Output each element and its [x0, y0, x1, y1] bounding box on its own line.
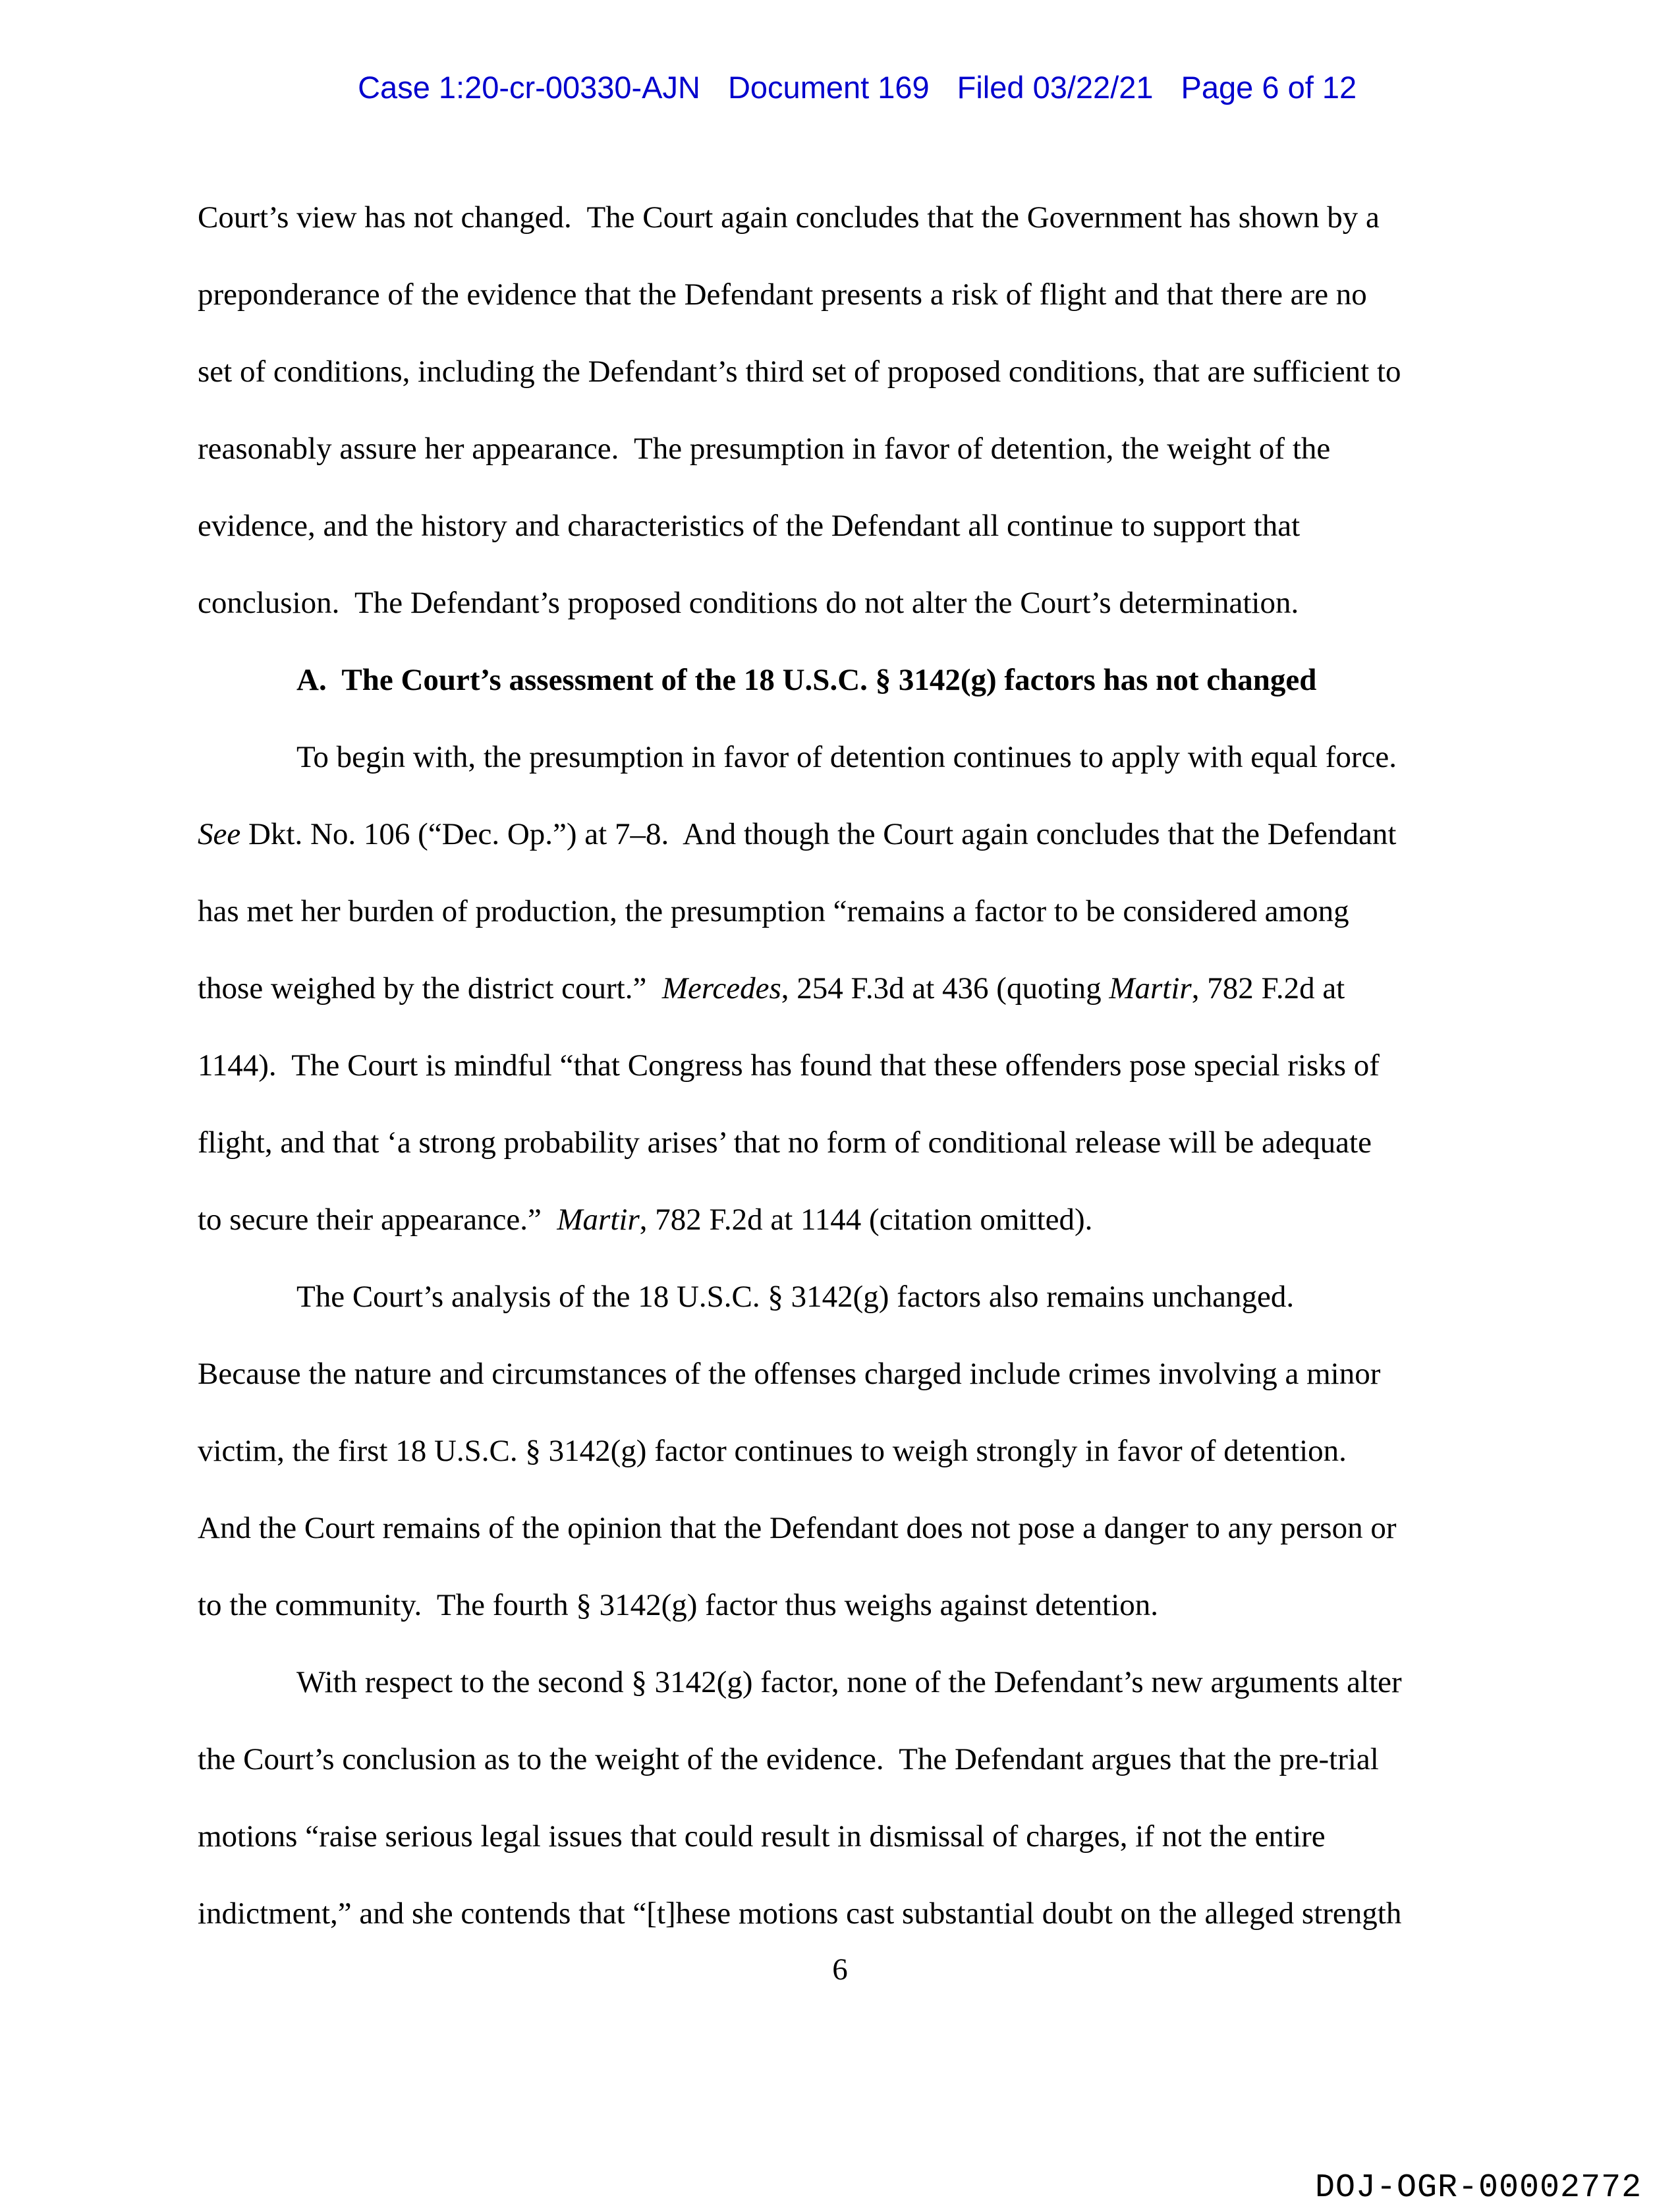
text-segment: flight, and that ‘a strong probability arises’ that no form of conditional release will be adequate: [198, 1125, 1372, 1160]
text-segment: the Court’s conclusion as to the weight of the evidence. The Defendant argues that the pre-trial: [198, 1742, 1379, 1776]
case-header: [0, 33, 1680, 142]
text-segment: The Court’s analysis of the 18 U.S.C. § 3142(g) factors also remains unchanged.: [296, 1280, 1295, 1314]
document-line: [198, 1336, 1402, 1413]
text-segment: Because the nature and circumstances of the offenses charged include crimes involving a minor: [198, 1357, 1381, 1391]
text-segment: to secure their appearance.”: [198, 1203, 557, 1237]
document-line: [198, 873, 1402, 950]
document-line: [198, 565, 1402, 642]
text-segment: Dkt. No. 106 (“Dec. Op.”) at 7–8. And though the Court again concludes that the Defendant: [240, 817, 1397, 851]
document-line: [198, 1490, 1402, 1567]
case-citation: Martir: [1109, 971, 1192, 1006]
text-segment: To begin with, the presumption in favor of detention continues to apply with equal force.: [296, 740, 1397, 774]
document-line: [198, 1644, 1402, 1721]
text-segment: A. The Court’s assessment of the 18 U.S.C. § 3142(g) factors has not changed: [296, 663, 1317, 697]
document-line: [198, 1181, 1402, 1259]
page-indicator: Page 6 of 12: [1181, 70, 1357, 105]
text-segment: And the Court remains of the opinion that the Defendant does not pose a danger to any person or: [198, 1511, 1397, 1545]
document-line: [198, 1875, 1402, 1952]
text-segment: , 782 F.2d at: [1191, 971, 1345, 1006]
text-segment: has met her burden of production, the presumption “remains a factor to be considered among: [198, 894, 1349, 928]
text-segment: to the community. The fourth § 3142(g) factor thus weighs against detention.: [198, 1588, 1159, 1622]
text-segment: 1144). The Court is mindful “that Congress has found that these offenders pose special risks of: [198, 1048, 1380, 1083]
section-heading: [198, 642, 1402, 719]
text-segment: evidence, and the history and characteristics of the Defendant all continue to support that: [198, 509, 1301, 543]
document-line: [198, 1104, 1402, 1181]
document-line: [198, 411, 1402, 488]
text-segment: With respect to the second § 3142(g) factor, none of the Defendant’s new arguments alter: [296, 1665, 1402, 1699]
text-segment: set of conditions, including the Defendant’s third set of proposed conditions, that are sufficient to: [198, 354, 1401, 389]
text-segment: conclusion. The Defendant’s proposed conditions do not alter the Court’s determination.: [198, 586, 1299, 620]
document-line: [198, 1721, 1402, 1798]
case-citation: See: [198, 817, 241, 851]
document-line: [198, 1259, 1402, 1336]
filed-date: Filed 03/22/21: [957, 70, 1154, 105]
text-segment: , 782 F.2d at 1144 (citation omitted).: [639, 1203, 1093, 1237]
case-citation: Martir: [557, 1203, 640, 1237]
page-number: 6: [832, 1952, 848, 1987]
document-line: [198, 1798, 1402, 1875]
text-segment: indictment,” and she contends that “[t]hese motions cast substantial doubt on the alleged strength: [198, 1896, 1402, 1931]
document-line: [198, 1413, 1402, 1490]
document-line: [198, 950, 1402, 1027]
document-line: [198, 333, 1402, 411]
text-segment: victim, the first 18 U.S.C. § 3142(g) factor continues to weigh strongly in favor of detention.: [198, 1434, 1347, 1468]
document-line: [198, 179, 1402, 256]
document-number: Document 169: [727, 70, 930, 105]
document-line: [198, 719, 1402, 796]
text-segment: reasonably assure her appearance. The presumption in favor of detention, the weight of the: [198, 432, 1331, 466]
text-segment: those weighed by the district court.”: [198, 971, 662, 1006]
document-body: [198, 179, 1402, 1952]
document-line: [198, 1027, 1402, 1104]
text-segment: , 254 F.3d at 436 (quoting: [781, 971, 1109, 1006]
document-line: [198, 256, 1402, 333]
document-line: [198, 1567, 1402, 1644]
document-line: [198, 796, 1402, 873]
case-number: Case 1:20-cr-00330-AJN: [358, 70, 700, 105]
text-segment: motions “raise serious legal issues that could result in dismissal of charges, if not the entire: [198, 1819, 1326, 1854]
case-citation: Mercedes: [661, 971, 781, 1006]
text-segment: preponderance of the evidence that the Defendant presents a risk of flight and that there are no: [198, 277, 1367, 312]
document-line: [198, 488, 1402, 565]
text-segment: Court’s view has not changed. The Court again concludes that the Government has shown by a: [198, 200, 1380, 235]
bates-number: DOJ-OGR-00002772: [1315, 2169, 1642, 2207]
